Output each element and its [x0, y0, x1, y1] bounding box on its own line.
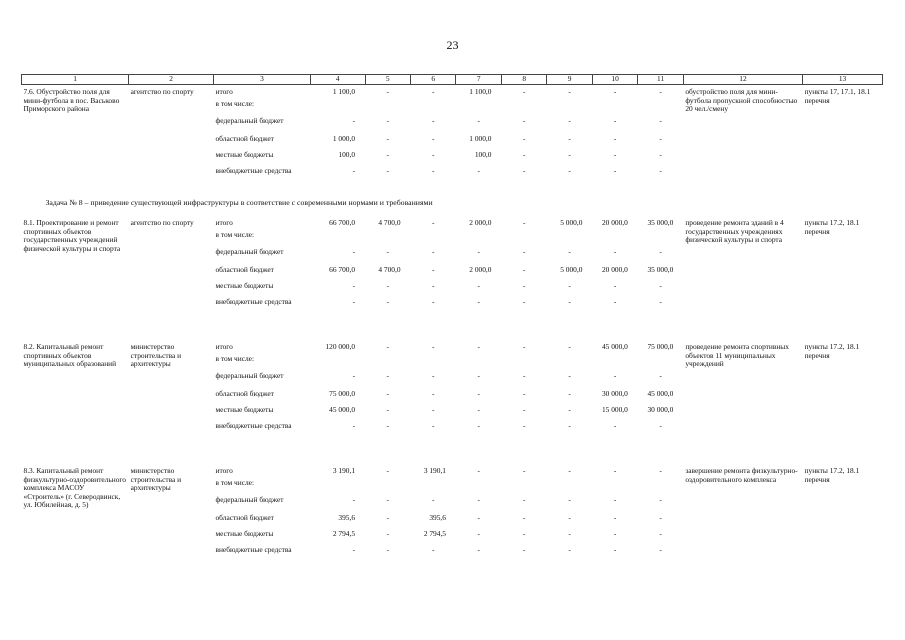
funding-value: -: [568, 371, 571, 381]
funding-source-label: областной бюджет: [215, 513, 274, 523]
funding-value: -: [659, 281, 662, 291]
funding-value: -: [477, 495, 480, 505]
funding-value: -: [432, 405, 435, 415]
funding-value: 35 000,0: [647, 265, 674, 275]
funding-value: -: [477, 513, 480, 523]
funding-value: -: [568, 133, 571, 143]
funding-value: -: [659, 297, 662, 307]
funding-value: [547, 479, 592, 496]
funding-value: -: [568, 342, 571, 352]
column-number: 5: [365, 75, 410, 85]
funding-source-label: областной бюджет: [215, 389, 274, 399]
funding-source-label: местные бюджеты: [215, 529, 274, 539]
funding-source-label: итого: [215, 342, 233, 352]
measure-name: 7.6. Обустройство поля для мини-футбола в пос. Васьково Приморского района: [23, 87, 120, 114]
funding-value: 1 000,0: [469, 133, 492, 143]
funding-source-label: федеральный бюджет: [215, 115, 284, 125]
funding-value: -: [477, 405, 480, 415]
funding-value: 395,6: [429, 513, 446, 523]
funding-source-label: местные бюджеты: [215, 405, 274, 415]
list-items-reference: пункты 17.2, 18.1 перечня: [804, 342, 860, 360]
funding-value: -: [477, 281, 480, 291]
funding-value: -: [522, 342, 526, 352]
funding-source-label: внебюджетные средства: [215, 165, 292, 175]
funding-source-label: внебюджетные средства: [215, 421, 292, 431]
funding-value: -: [477, 529, 480, 539]
list-items-reference: пункты 17.2, 18.1 перечня: [804, 218, 860, 236]
funding-value: -: [432, 281, 435, 291]
funding-source-label: в том числе:: [215, 354, 255, 364]
funding-value: -: [352, 545, 356, 555]
funding-value: -: [659, 149, 662, 159]
measure-executor: министерство строительства и архитектуры: [130, 466, 182, 493]
funding-source-label: местные бюджеты: [215, 149, 274, 159]
funding-value: 66 700,0: [329, 218, 356, 228]
funding-row: [22, 464, 883, 479]
funding-value: -: [659, 529, 662, 539]
funding-value: -: [568, 421, 571, 431]
funding-value: 395,6: [338, 513, 356, 523]
funding-value: -: [386, 421, 390, 431]
funding-value: -: [432, 297, 435, 307]
funding-value: 35 000,0: [647, 218, 674, 228]
funding-value: -: [659, 495, 662, 505]
funding-value: -: [613, 495, 617, 505]
funding-value: -: [432, 495, 435, 505]
funding-value: -: [522, 545, 526, 555]
funding-value: [456, 355, 501, 372]
section-spacer: [22, 446, 883, 464]
funding-source-label: в том числе:: [215, 478, 255, 488]
column-number: 13: [803, 75, 883, 85]
funding-value: -: [386, 371, 390, 381]
column-number: 11: [638, 75, 683, 85]
funding-value: [638, 479, 683, 496]
funding-value: [592, 100, 637, 117]
measure-name: 8.1. Проектирование и ремонт спортивных объектов государственных учреждений физической культуры и спорта: [23, 218, 121, 253]
funding-value: -: [352, 281, 356, 291]
funding-value: -: [568, 466, 571, 476]
funding-value: [365, 100, 410, 117]
funding-value: -: [568, 115, 571, 125]
section-spacer: [22, 322, 883, 340]
funding-value: -: [568, 165, 571, 175]
funding-value: [411, 231, 456, 248]
funding-value: -: [386, 389, 390, 399]
funding-value: -: [522, 495, 526, 505]
column-number-row: [22, 75, 883, 85]
funding-value: -: [432, 265, 435, 275]
funding-value: -: [659, 371, 662, 381]
task-heading: Задача № 8 – приведение существующей инфраструктуры в соответствие с современными нормами и требованиями: [45, 197, 433, 207]
list-items-reference: пункты 17, 17.1, 18.1 перечня: [804, 87, 871, 105]
funding-value: -: [352, 495, 356, 505]
funding-value: -: [477, 389, 480, 399]
funding-source-label: внебюджетные средства: [215, 297, 292, 307]
funding-value: -: [522, 513, 526, 523]
funding-value: -: [522, 87, 526, 96]
funding-source-label: итого: [215, 466, 233, 476]
funding-value: -: [477, 421, 480, 431]
funding-value: [411, 100, 456, 117]
funding-value: -: [613, 281, 617, 291]
funding-value: -: [477, 247, 480, 257]
funding-value: -: [432, 342, 435, 352]
funding-value: -: [352, 115, 356, 125]
funding-value: [638, 355, 683, 372]
column-number: 6: [411, 75, 456, 85]
funding-value: [501, 231, 546, 248]
funding-value: -: [386, 115, 390, 125]
funding-value: -: [477, 165, 480, 175]
funding-value: [501, 100, 546, 117]
funding-value: [592, 231, 637, 248]
funding-source-label: в том числе:: [215, 98, 255, 108]
funding-value: -: [522, 466, 526, 476]
funding-value: -: [522, 529, 526, 539]
funding-row: [22, 340, 883, 355]
funding-value: -: [568, 495, 571, 505]
funding-value: -: [613, 87, 617, 96]
funding-value: -: [522, 247, 526, 257]
funding-value: 1 100,0: [469, 87, 492, 96]
funding-value: -: [386, 495, 390, 505]
funding-value: [456, 479, 501, 496]
funding-value: -: [659, 133, 662, 143]
funding-value: -: [386, 342, 390, 352]
funding-value: -: [613, 545, 617, 555]
funding-value: -: [477, 371, 480, 381]
funding-value: -: [568, 529, 571, 539]
funding-source-label: федеральный бюджет: [215, 247, 284, 257]
funding-value: [547, 355, 592, 372]
funding-value: -: [432, 87, 435, 96]
funding-value: -: [613, 115, 617, 125]
funding-value: [592, 479, 637, 496]
expected-result: проведение ремонта зданий в 4 государственных учреждениях физической культуры и спорта: [685, 218, 784, 245]
funding-value: [310, 479, 365, 496]
funding-value: [310, 231, 365, 248]
funding-value: [411, 479, 456, 496]
funding-value: 30 000,0: [601, 389, 628, 399]
funding-value: [638, 100, 683, 117]
funding-value: -: [522, 165, 526, 175]
funding-value: -: [613, 466, 617, 476]
column-number: 7: [456, 75, 501, 85]
funding-value: [501, 479, 546, 496]
column-number: 3: [213, 75, 310, 85]
column-number: 12: [683, 75, 802, 85]
measure-executor: министерство строительства и архитектуры: [130, 342, 182, 369]
funding-value: -: [352, 247, 356, 257]
funding-value: -: [522, 421, 526, 431]
funding-value: -: [432, 133, 435, 143]
funding-value: -: [352, 421, 356, 431]
funding-source-label: итого: [215, 87, 233, 96]
funding-value: 100,0: [338, 149, 356, 159]
funding-value: [310, 100, 365, 117]
funding-value: -: [432, 545, 435, 555]
expected-result: завершение ремонта физкультурно-оздоровительного комплекса: [685, 466, 798, 484]
funding-value: [365, 231, 410, 248]
funding-value: 3 190,1: [332, 466, 356, 476]
funding-value: -: [522, 405, 526, 415]
funding-value: -: [613, 165, 617, 175]
funding-value: -: [659, 115, 662, 125]
funding-source-label: в том числе:: [215, 230, 255, 240]
funding-value: -: [522, 265, 526, 275]
funding-value: -: [568, 149, 571, 159]
funding-value: -: [386, 149, 390, 159]
funding-value: -: [568, 405, 571, 415]
funding-value: -: [386, 405, 390, 415]
funding-value: 45 000,0: [601, 342, 628, 352]
funding-value: -: [522, 133, 526, 143]
funding-value: 2 794,5: [332, 529, 356, 539]
funding-value: 5 000,0: [560, 218, 583, 228]
funding-value: -: [659, 421, 662, 431]
funding-value: -: [386, 545, 390, 555]
funding-value: [547, 100, 592, 117]
funding-value: -: [568, 297, 571, 307]
funding-value: 5 000,0: [560, 265, 583, 275]
funding-value: 4 700,0: [378, 218, 401, 228]
funding-value: -: [477, 545, 480, 555]
funding-value: [456, 100, 501, 117]
funding-value: -: [386, 529, 390, 539]
funding-value: 30 000,0: [647, 405, 674, 415]
funding-value: -: [659, 513, 662, 523]
funding-value: 1 100,0: [332, 87, 356, 96]
funding-value: 75 000,0: [647, 342, 674, 352]
funding-value: -: [659, 165, 662, 175]
funding-value: 1 000,0: [332, 133, 356, 143]
funding-value: -: [522, 281, 526, 291]
funding-value: -: [522, 149, 526, 159]
funding-value: 75 000,0: [329, 389, 356, 399]
funding-value: -: [613, 371, 617, 381]
funding-value: -: [386, 87, 390, 96]
funding-value: -: [386, 513, 390, 523]
measure-name: 8.3. Капитальный ремонт физкультурно-оздоровительного комплекса МАСОУ «Строитель» (г. Северодвинск, ул. Юбилейная, д. 5): [23, 466, 126, 510]
funding-value: -: [477, 342, 480, 352]
spacer-cell: [22, 446, 883, 464]
funding-value: 3 190,1: [423, 466, 446, 476]
funding-value: -: [522, 218, 526, 228]
program-table: [21, 74, 883, 570]
funding-value: -: [386, 165, 390, 175]
funding-value: -: [568, 281, 571, 291]
funding-value: -: [613, 247, 617, 257]
measure-name: 8.2. Капитальный ремонт спортивных объектов муниципальных образований: [23, 342, 117, 369]
funding-value: 20 000,0: [601, 218, 628, 228]
column-number: 1: [22, 75, 129, 85]
column-number: 8: [501, 75, 546, 85]
funding-value: [365, 355, 410, 372]
funding-value: -: [613, 421, 617, 431]
funding-value: 100,0: [474, 149, 492, 159]
funding-value: -: [432, 371, 435, 381]
funding-value: 2 000,0: [469, 265, 492, 275]
funding-value: -: [352, 165, 356, 175]
funding-value: -: [386, 297, 390, 307]
funding-value: -: [352, 297, 356, 307]
funding-value: [638, 231, 683, 248]
column-number: 4: [310, 75, 365, 85]
measure-executor: агентство по спорту: [130, 218, 194, 228]
funding-value: -: [432, 218, 435, 228]
funding-value: -: [659, 247, 662, 257]
spacer-cell: [22, 322, 883, 340]
funding-value: -: [432, 389, 435, 399]
funding-value: -: [568, 87, 571, 96]
list-items-reference: пункты 17.2, 18.1 перечня: [804, 466, 860, 484]
funding-value: -: [613, 529, 617, 539]
funding-value: [501, 355, 546, 372]
funding-value: -: [613, 513, 617, 523]
funding-source-label: областной бюджет: [215, 133, 274, 143]
funding-value: 15 000,0: [601, 405, 628, 415]
funding-value: -: [659, 466, 662, 476]
funding-value: -: [386, 247, 390, 257]
funding-source-label: внебюджетные средства: [215, 545, 292, 555]
funding-value: -: [613, 133, 617, 143]
funding-value: [365, 479, 410, 496]
funding-value: -: [432, 247, 435, 257]
funding-value: 2 794,5: [423, 529, 446, 539]
expected-result: проведение ремонта спортивных объектов 11 муниципальных учреждений: [685, 342, 789, 369]
funding-value: 45 000,0: [647, 389, 674, 399]
funding-value: -: [568, 247, 571, 257]
funding-value: -: [386, 133, 390, 143]
funding-source-label: областной бюджет: [215, 265, 274, 275]
funding-value: -: [477, 297, 480, 307]
funding-value: -: [477, 115, 480, 125]
funding-value: -: [568, 389, 571, 399]
funding-value: [547, 231, 592, 248]
funding-value: -: [568, 513, 571, 523]
measure-executor: агентство по спорту: [130, 87, 194, 96]
funding-value: -: [432, 165, 435, 175]
funding-value: [411, 355, 456, 372]
funding-source-label: федеральный бюджет: [215, 495, 284, 505]
table-body: [22, 75, 883, 571]
expected-result: обустройство поля для мини-футбола пропускной способностью 20 чел./смену: [685, 87, 798, 114]
funding-value: -: [352, 371, 356, 381]
funding-value: -: [432, 115, 435, 125]
funding-value: [456, 231, 501, 248]
funding-value: 45 000,0: [329, 405, 356, 415]
funding-source-label: итого: [215, 218, 233, 228]
funding-value: -: [477, 466, 480, 476]
funding-value: -: [522, 371, 526, 381]
funding-value: -: [432, 149, 435, 159]
funding-value: -: [386, 281, 390, 291]
funding-value: -: [522, 389, 526, 399]
funding-value: -: [659, 545, 662, 555]
funding-value: -: [522, 115, 526, 125]
task-row: [22, 191, 883, 217]
funding-value: -: [659, 87, 662, 96]
page-number: 23: [446, 38, 459, 52]
funding-value: -: [568, 545, 571, 555]
funding-source-label: федеральный бюджет: [215, 371, 284, 381]
funding-value: -: [613, 297, 617, 307]
funding-value: -: [432, 421, 435, 431]
funding-value: 120 000,0: [325, 342, 356, 352]
funding-value: 2 000,0: [469, 218, 492, 228]
column-number: 9: [547, 75, 592, 85]
funding-value: -: [613, 149, 617, 159]
funding-value: [310, 355, 365, 372]
funding-value: 66 700,0: [329, 265, 356, 275]
funding-value: [592, 355, 637, 372]
funding-source-label: местные бюджеты: [215, 281, 274, 291]
funding-row: [22, 216, 883, 231]
funding-value: 20 000,0: [601, 265, 628, 275]
column-number: 10: [592, 75, 637, 85]
funding-row: [22, 85, 883, 100]
funding-value: -: [386, 466, 390, 476]
column-number: 2: [129, 75, 214, 85]
funding-value: 4 700,0: [378, 265, 401, 275]
funding-value: -: [522, 297, 526, 307]
